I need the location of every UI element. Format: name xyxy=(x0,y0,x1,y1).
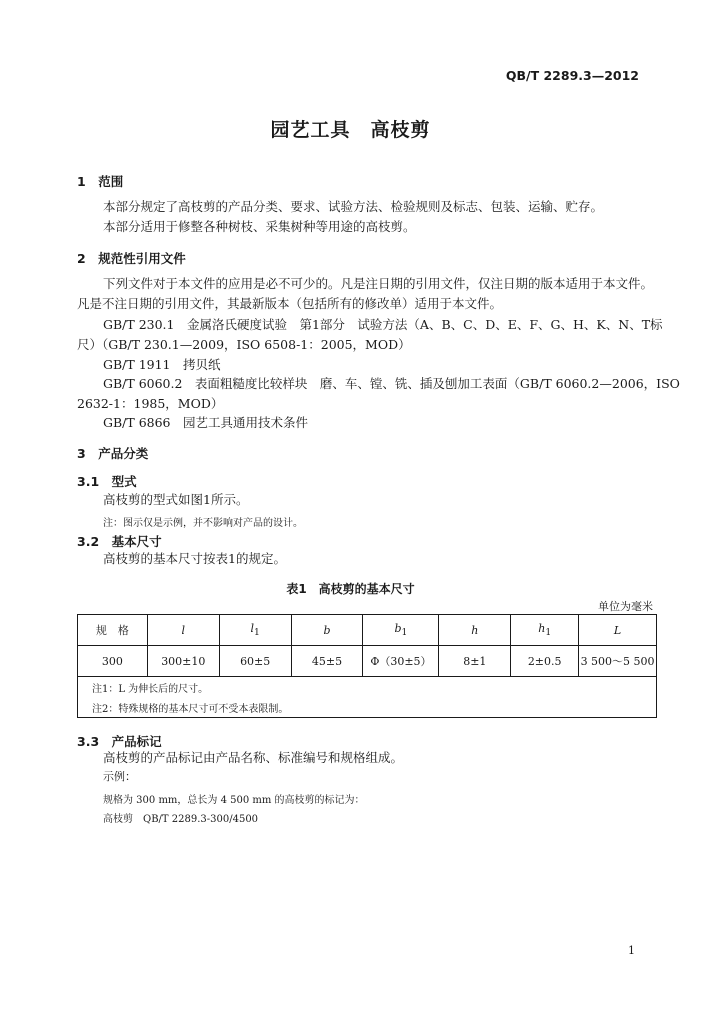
example-mark: 高枝剪 QB/T 2289.3-300/4500 xyxy=(103,814,259,825)
header-l1: $l_1$ xyxy=(219,615,291,646)
reference-gbt-230-1-line-2: 尺）（GB/T 230.1—2009，ISO 6508-1：2005，MOD） xyxy=(77,337,411,352)
header-h1: $h_1$ xyxy=(511,615,579,646)
header-b: b xyxy=(291,615,363,646)
cell-l: 300±10 xyxy=(147,646,219,677)
reference-gbt-6866: GB/T 6866 园艺工具通用技术条件 xyxy=(103,415,309,430)
example-label: 示例： xyxy=(103,770,136,783)
reference-gbt-6060-2-line-1: GB/T 6060.2 表面粗糙度比较样块 磨、车、镗、铣、插及刨加工表面（GB/T 6060.2—2006，ISO xyxy=(103,376,680,391)
section-3-1-paragraph: 高枝剪的型式如图1所示。 xyxy=(103,492,249,507)
section-3-2-heading: 3.2 基本尺寸 xyxy=(77,534,162,549)
cell-b1: Φ（30±5） xyxy=(363,646,439,677)
section-3-1-heading: 3.1 型式 xyxy=(77,474,137,489)
cell-L: 3 500～5 500 xyxy=(579,646,657,677)
section-3-heading: 3 产品分类 xyxy=(77,446,149,461)
section-3-3-heading: 3.3 产品标记 xyxy=(77,734,162,749)
section-2-paragraph-line-1: 下列文件对于本文件的应用是必不可少的。凡是注日期的引用文件，仅注日期的版本适用于本文件。 xyxy=(103,276,654,291)
reference-gbt-6060-2-line-2: 2632-1：1985，MOD） xyxy=(77,396,224,411)
cell-spec: 300 xyxy=(78,646,148,677)
section-3-2-paragraph: 高枝剪的基本尺寸按表1的规定。 xyxy=(103,551,286,566)
table-note-row-1 xyxy=(78,677,657,698)
section-2-heading: 2 规范性引用文件 xyxy=(77,251,186,266)
page-title: 园艺工具 高枝剪 xyxy=(270,119,431,141)
cell-h1: 2±0.5 xyxy=(511,646,579,677)
section-2-paragraph-line-2: 凡是不注日期的引用文件，其最新版本（包括所有的修改单）适用于本文件。 xyxy=(77,296,503,311)
table-1-caption: 表1 高枝剪的基本尺寸 xyxy=(286,582,415,596)
table-1 xyxy=(77,614,657,718)
cell-h: 8±1 xyxy=(439,646,511,677)
page-number: 1 xyxy=(628,944,635,957)
example-text: 规格为 300 mm，总长为 4 500 mm 的高枝剪的标记为： xyxy=(103,795,365,806)
table-note-1: 注1：L 为伸长后的尺寸。 xyxy=(78,677,657,698)
header-h: h xyxy=(439,615,511,646)
reference-gbt-1911: GB/T 1911 拷贝纸 xyxy=(103,357,221,372)
reference-gbt-230-1-line-1: GB/T 230.1 金属洛氏硬度试验 第1部分 试验方法（A、B、C、D、E、F、G、H、K、N、T标 xyxy=(103,317,663,332)
section-1-paragraph-2: 本部分适用于修整各种树枝、采集树种等用途的高枝剪。 xyxy=(103,219,416,234)
header-spec: 规 格 xyxy=(78,615,148,646)
section-1-paragraph-1: 本部分规定了高枝剪的产品分类、要求、试验方法、检验规则及标志、包装、运输、贮存。 xyxy=(103,199,604,214)
section-1-heading: 1 范围 xyxy=(77,174,124,189)
table-1-unit: 单位为毫米 xyxy=(598,600,653,613)
standard-code: QB/T 2289.3—2012 xyxy=(505,68,639,83)
table-note-row-2 xyxy=(78,697,657,718)
cell-l1: 60±5 xyxy=(219,646,291,677)
header-b1: $b_1$ xyxy=(363,615,439,646)
table-header-row xyxy=(78,615,657,646)
section-3-1-note: 注：图示仅是示例，并不影响对产品的设计。 xyxy=(103,518,303,529)
cell-b: 45±5 xyxy=(291,646,363,677)
header-l: l xyxy=(147,615,219,646)
table-note-2: 注2：特殊规格的基本尺寸可不受本表限制。 xyxy=(78,697,657,718)
table-row xyxy=(78,646,657,677)
section-3-3-paragraph: 高枝剪的产品标记由产品名称、标准编号和规格组成。 xyxy=(103,750,404,765)
header-L: L xyxy=(579,615,657,646)
